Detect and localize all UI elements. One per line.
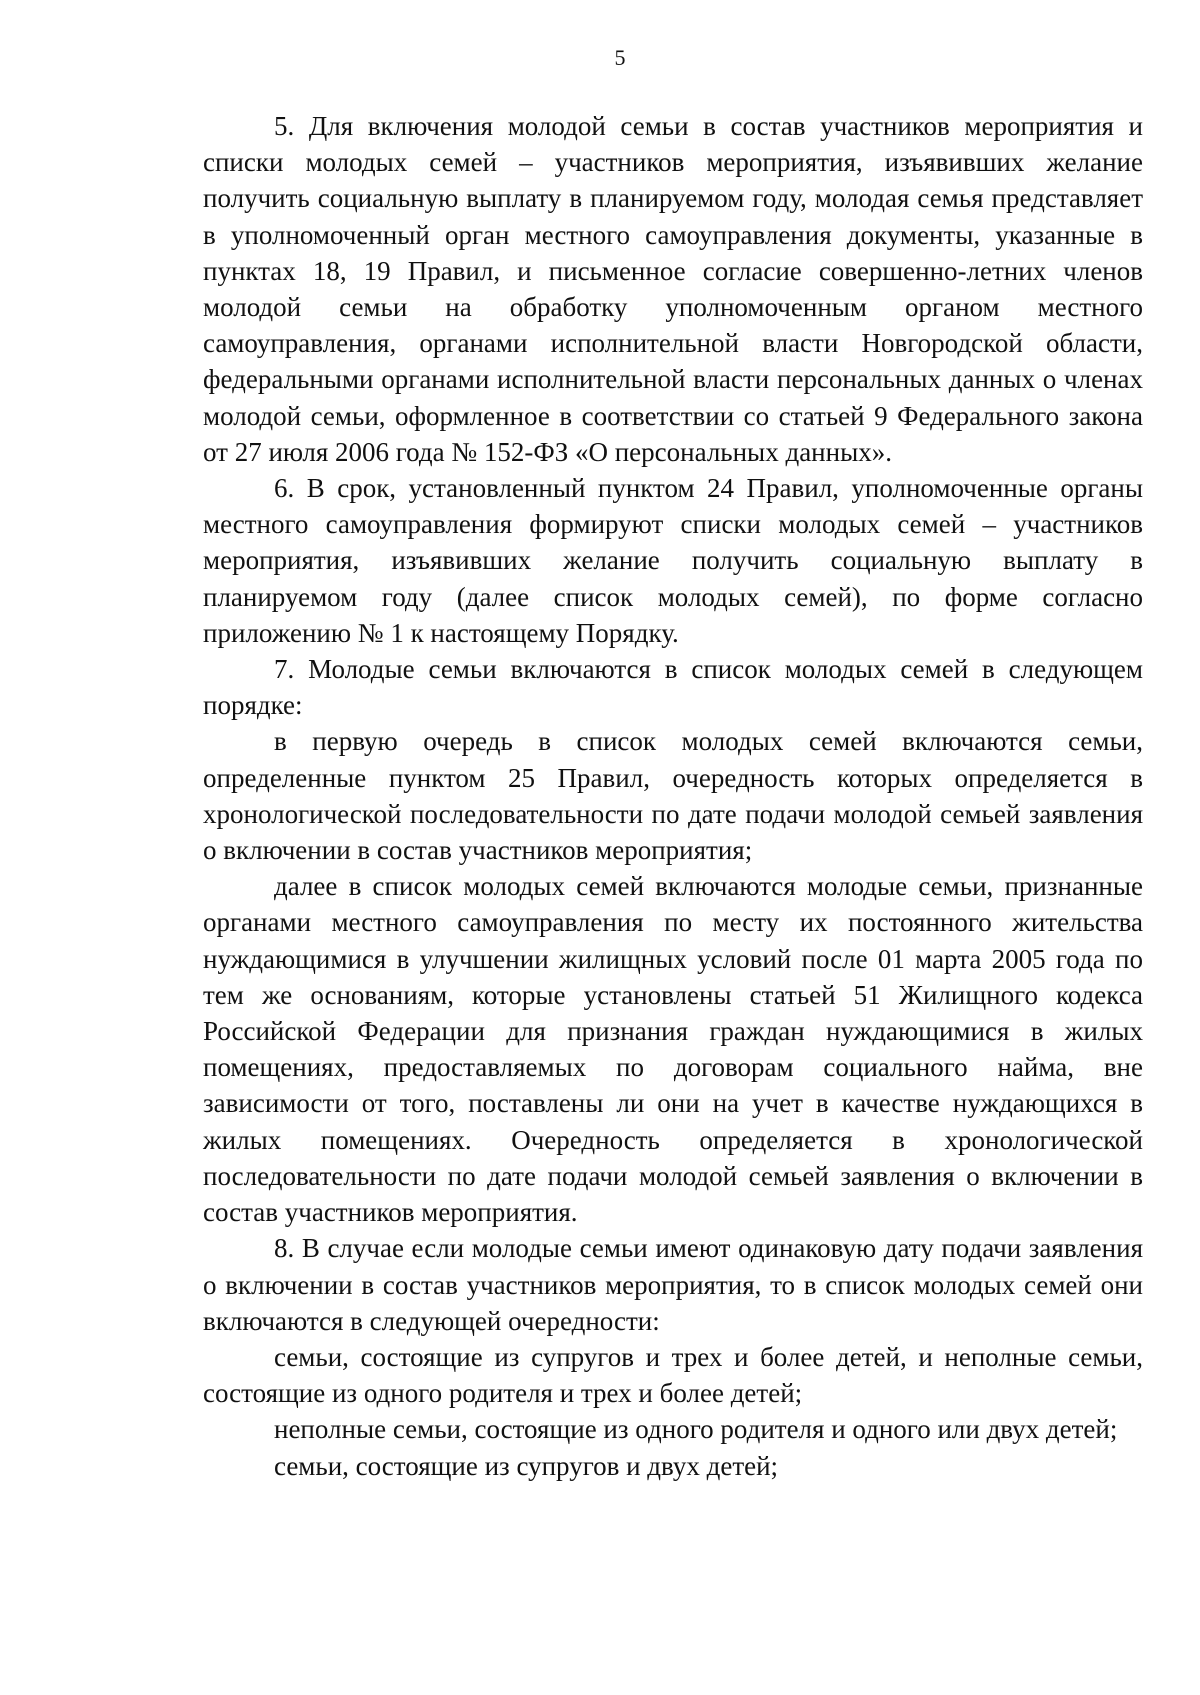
paragraph-5: 5. Для включения молодой семьи в состав участников мероприятия и списки молодых семей – участников мероприятия, изъявивших желание получить социальную выплату в планируемом году, молодая семья представляет в уполномоченный орган местного самоуправления документы, указанные в пунктах 18, 19 Правил, и письменное согласие совершенно-летних членов молодой семьи на обработку уполномоченным органом местного самоуправления, органами исполнительной власти Новгородской области, федеральными органами исполнительной власти персональных данных о членах молодой семьи, оформленное в соответствии со статьей 9 Федерального закона от 27 июля 2006 года № 152-ФЗ «О персональных данных». (203, 111, 1143, 467)
page-number: 5 (614, 45, 626, 70)
paragraph-7-further-priority: далее в список молодых семей включаются молодые семьи, признанные органами местного самоуправления по месту их постоянного жительства нуждающимися в улучшении жилищных условий после 01 марта 2005 года по тем же основаниям, которые установлены статьей 51 Жилищного кодекса Российской Федерации для признания граждан нуждающимися в жилых помещениях, предоставляемых по договорам социального найма, вне зависимости от того, поставлены ли они на учет в качестве нуждающихся в жилых помещениях. Очередность определяется в хронологической последовательности по дате подачи молодой семьей заявления о включении в состав участников мероприятия. (203, 871, 1143, 1228)
paragraph-7: 7. Молодые семьи включаются в список молодых семей в следующем порядке: (203, 654, 1143, 721)
paragraph-6: 6. В срок, установленный пунктом 24 Правил, уполномоченные органы местного самоуправления формируют списки молодых семей – участников мероприятия, изъявивших желание получить социальную выплату в планируемом году (далее список молодых семей), по форме согласно приложению № 1 к настоящему Порядку. (203, 473, 1143, 648)
paragraph-8-item-large-families: семьи, состоящие из супругов и трех и более детей, и неполные семьи, состоящие из одного родителя и трех и более детей; (203, 1341, 1143, 1409)
paragraph-8: 8. В случае если молодые семьи имеют одинаковую дату подачи заявления о включении в состав участников мероприятия, то в список молодых семей они включаются в следующей очередности: (203, 1233, 1143, 1336)
paragraph-8-item-two-children: семьи, состоящие из супругов и двух детей; (274, 1450, 779, 1481)
paragraph-8-item-single-parent: неполные семьи, состоящие из одного родителя и одного или двух детей; (274, 1414, 1118, 1445)
document-body (203, 108, 1143, 1484)
paragraph-7-first-priority: в первую очередь в список молодых семей включаются семьи, определенные пунктом 25 Правил, очередность которых определяется в хронологической последовательности по дате подачи молодой семьей заявления о включении в состав участников мероприятия; (203, 726, 1143, 866)
